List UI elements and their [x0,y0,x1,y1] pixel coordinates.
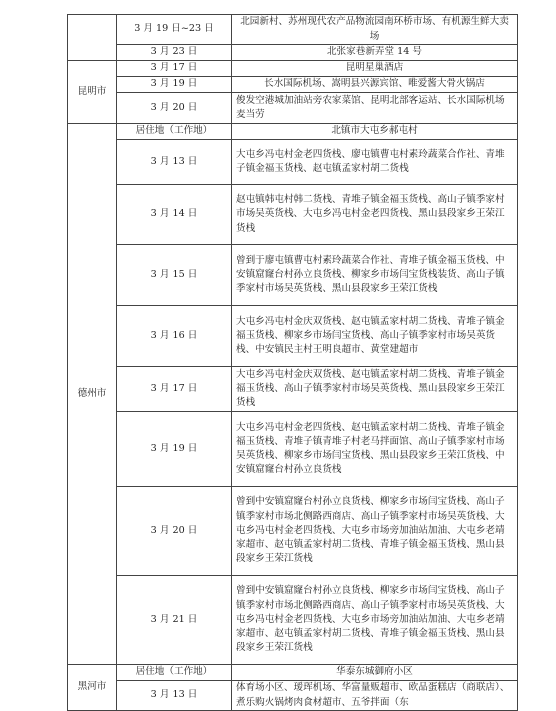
places-cell: 华泰东城御府小区 [232,665,518,681]
date-cell: 3 月 20 日 [117,487,232,576]
table-row [68,681,518,711]
table-row [68,61,518,77]
places-cell: 俊发空港城加油站旁农家菜馆、昆明北部客运站、长水国际机场麦当劳 [232,93,518,124]
places-cell: 大屯乡冯屯村金老四货栈、赵屯镇孟家村胡二货栈、青堆子镇金福玉货栈、青堆子镇青堆子村老马拌面馆、高山子镇季家村市场吴英货栈、柳家乡市场闫宝货栈、黑山县段家乡王荣江货栈、中安镇窟窿台村孙立良货栈 [232,412,518,487]
places-cell: 体育场小区、瑷珲机场、华富量贩超市、欧品蛋糕店（商联店）、煮乐购火锅烤肉食材超市、五爷拌面（东 [232,681,518,711]
date-cell: 3 月 19 日 [117,412,232,487]
places-cell: 北镇市大屯乡郝屯村 [232,124,518,140]
places-cell: 曾到中安镇窟窿台村孙立良货栈、柳家乡市场闫宝货栈、高山子镇季家村市场北侧路西商店、高山子镇季家村市场吴英货栈、大屯乡冯屯村金老四货栈、大屯乡市场旁加油站加油、大屯乡老靖家超市、赵屯镇孟家村胡二货栈、青堆子镇金福玉货栈、黑山县段家乡王荣江货栈 [232,576,518,665]
city-cell: 昆明市 [68,61,117,124]
table-row [68,77,518,93]
table-row [68,367,518,412]
table-row [68,185,518,245]
date-cell: 3 月 17 日 [117,367,232,412]
table-row [68,140,518,185]
date-cell: 居住地（工作地） [117,665,232,681]
places-cell: 曾到于廖屯镇曹屯村素玲蔬菜合作社、青堆子镇金福玉货栈、中安镇窟窿台村孙立良货栈、柳家乡市场闫宝货栈装货、高山子镇季家村市场吴英货栈、黑山县段家乡王荣江货栈 [232,245,518,306]
date-cell: 3 月 20 日 [117,93,232,124]
table-row [68,124,518,140]
date-cell: 3 月 19 日~23 日 [117,15,232,45]
date-cell: 3 月 15 日 [117,245,232,306]
date-cell: 居住地（工作地） [117,124,232,140]
date-cell: 3 月 13 日 [117,681,232,711]
table-row [68,306,518,367]
places-cell: 赵屯镇韩屯村韩二货栈、青堆子镇金福玉货栈、高山子镇季家村市场吴英货栈、大屯乡冯屯村金老四货栈、黑山县段家乡王荣江货栈 [232,185,518,245]
date-cell: 3 月 14 日 [117,185,232,245]
places-cell: 曾到中安镇窟窿台村孙立良货栈、柳家乡市场闫宝货栈、高山子镇季家村市场北侧路西商店、高山子镇季家村市场吴英货栈、大屯乡冯屯村金老四货栈、大屯乡市场旁加油站加油、大屯乡老靖家超市、赵屯镇孟家村胡二货栈、青堆子镇金福玉货栈、黑山县段家乡王荣江货栈 [232,487,518,576]
places-cell: 昆明星巢酒店 [232,61,518,77]
table-row [68,15,518,45]
places-cell: 大屯乡冯屯村金庆双货栈、赵屯镇孟家村胡二货栈、青堆子镇金福玉货栈、高山子镇季家村市场吴英货栈、黑山县段家乡王荣江货栈 [232,367,518,412]
itinerary-table [67,14,518,711]
places-cell: 大屯乡冯屯村金庆双货栈、赵屯镇孟家村胡二货栈、青堆子镇金福玉货栈、柳家乡市场闫宝货栈、高山子镇季家村市场吴英货栈、中安镇民主村王明良超市、黄堂建超市 [232,306,518,367]
city-cell [68,15,117,61]
table-row [68,412,518,487]
table-row [68,665,518,681]
date-cell: 3 月 13 日 [117,140,232,185]
places-cell: 北张家巷新弄堂 14 号 [232,45,518,61]
city-cell: 德州市 [68,124,117,665]
table-row [68,576,518,665]
table-row [68,93,518,124]
table-row [68,245,518,306]
date-cell: 3 月 17 日 [117,61,232,77]
places-cell: 长水国际机场、嵩明县兴源宾馆、唯爱酱大骨火锅店 [232,77,518,93]
places-cell: 大屯乡冯屯村金老四货栈、廖屯镇曹屯村素玲蔬菜合作社、青堆子镇金福玉货栈、赵屯镇孟家村胡二货栈 [232,140,518,185]
date-cell: 3 月 23 日 [117,45,232,61]
places-cell: 北园新村、苏州现代农产品物流园南环桥市场、有机源生鲜大卖场 [232,15,518,45]
city-cell: 黑河市 [68,665,117,711]
table-row [68,487,518,576]
date-cell: 3 月 16 日 [117,306,232,367]
date-cell: 3 月 19 日 [117,77,232,93]
date-cell: 3 月 21 日 [117,576,232,665]
table-row [68,45,518,61]
